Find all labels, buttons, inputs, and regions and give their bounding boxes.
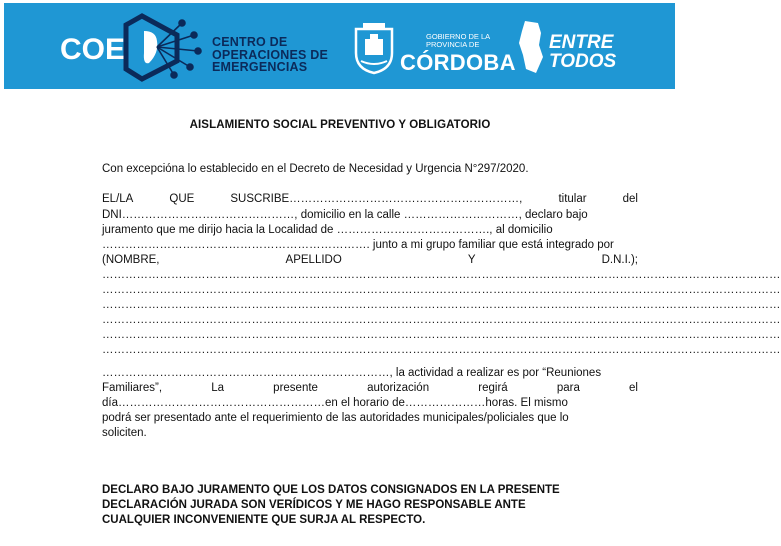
text-word: el	[629, 382, 638, 394]
dotted-fill-line: ……………………………………………………………………………………………………………………………………………………………	[102, 284, 781, 296]
text-word: EL/LA	[102, 193, 134, 205]
form-line: …………………………………………………………………, la actividad a realizar es por “Reuniones	[102, 367, 602, 379]
intro-paragraph: Con excepcióna lo establecido en el Decreto de Necesidad y Urgencia N°297/2020.	[102, 163, 529, 175]
text-word: del	[622, 193, 638, 205]
text-word: titular	[558, 193, 587, 205]
header-banner	[4, 3, 675, 89]
text-word: (NOMBRE,	[102, 254, 160, 266]
form-line	[102, 192, 638, 207]
coe-logo-text: COE	[60, 33, 126, 66]
form-line: DNI………………………………………, domicilio en la calle …………………………, declaro bajo	[102, 209, 588, 221]
form-line: soliciten.	[102, 427, 147, 439]
coe-name-line: EMERGENCIAS	[212, 60, 308, 74]
declaration-line: DECLARO BAJO JURAMENTO QUE LOS DATOS CONSIGNADOS EN LA PRESENTE	[102, 484, 560, 496]
cordoba-map-icon	[516, 19, 546, 75]
coe-name-line: CENTRO DE	[212, 35, 288, 49]
gobierno-line: PROVINCIA DE	[426, 39, 480, 49]
form-line: juramento que me dirijo hacia la Localidad de …………………………………., al domicilio	[102, 224, 553, 236]
text-word: Y	[467, 254, 476, 266]
dotted-fill-line: ……………………………………………………………………………………………………………………………………………………………	[102, 329, 781, 341]
text-word: La	[211, 382, 225, 394]
text-word: APELLIDO	[285, 254, 342, 266]
coe-logo-icon	[60, 13, 205, 81]
form-line: ……………………………………………………………. junto a mi grupo familiar que está integrado por	[102, 239, 614, 251]
document-title: AISLAMIENTO SOCIAL PREVENTIVO Y OBLIGATORIO	[189, 119, 491, 131]
text-word: QUE	[169, 193, 195, 205]
cordoba-shield-icon	[353, 23, 395, 75]
text-word: regirá	[478, 382, 508, 394]
form-line	[102, 381, 638, 396]
dotted-fill-line: ……………………………………………………………………………………………………………………………………………………………	[102, 344, 781, 356]
coe-name-line: OPERACIONES DE	[212, 47, 329, 62]
gobierno-line: GOBIERNO DE LA	[426, 32, 491, 41]
coe-name	[212, 36, 328, 74]
form-line: día………………………………………………en el horario de…………………horas. El mismo	[102, 397, 568, 409]
text-word: autorización	[367, 382, 430, 394]
entre-todos-slogan	[549, 33, 616, 71]
gobierno-provincia-text	[426, 33, 496, 48]
declaration-line: DECLARACIÓN JURADA SON VERÍDICOS Y ME HAGO RESPONSABLE ANTE	[102, 499, 526, 511]
dotted-fill-line: ……………………………………………………………………………………………………………………………………………………………	[102, 314, 781, 326]
form-line: podrá ser presentado ante el requerimiento de las autoridades municipales/policiales que lo	[102, 412, 569, 424]
declaration-line: CUALQUIER INCONVENIENTE QUE SURJA AL RESPECTO.	[102, 514, 426, 526]
slogan-line: ENTRE	[549, 32, 614, 53]
form-line	[102, 253, 638, 268]
text-word: D.N.I.);	[601, 254, 638, 266]
dotted-fill-line: ……………………………………………………………………………………………………………………………………………………………	[102, 299, 781, 311]
dotted-fill-line: ……………………………………………………………………………………………………………………………………………………………	[102, 269, 781, 281]
text-word: Familiares”,	[102, 382, 163, 394]
text-word: para	[556, 382, 580, 394]
text-word: presente	[273, 382, 318, 394]
text-word: SUSCRIBE……………………………………………………,	[230, 193, 523, 205]
cordoba-wordmark: CÓRDOBA	[400, 50, 516, 75]
slogan-line: TODOS	[549, 51, 617, 72]
